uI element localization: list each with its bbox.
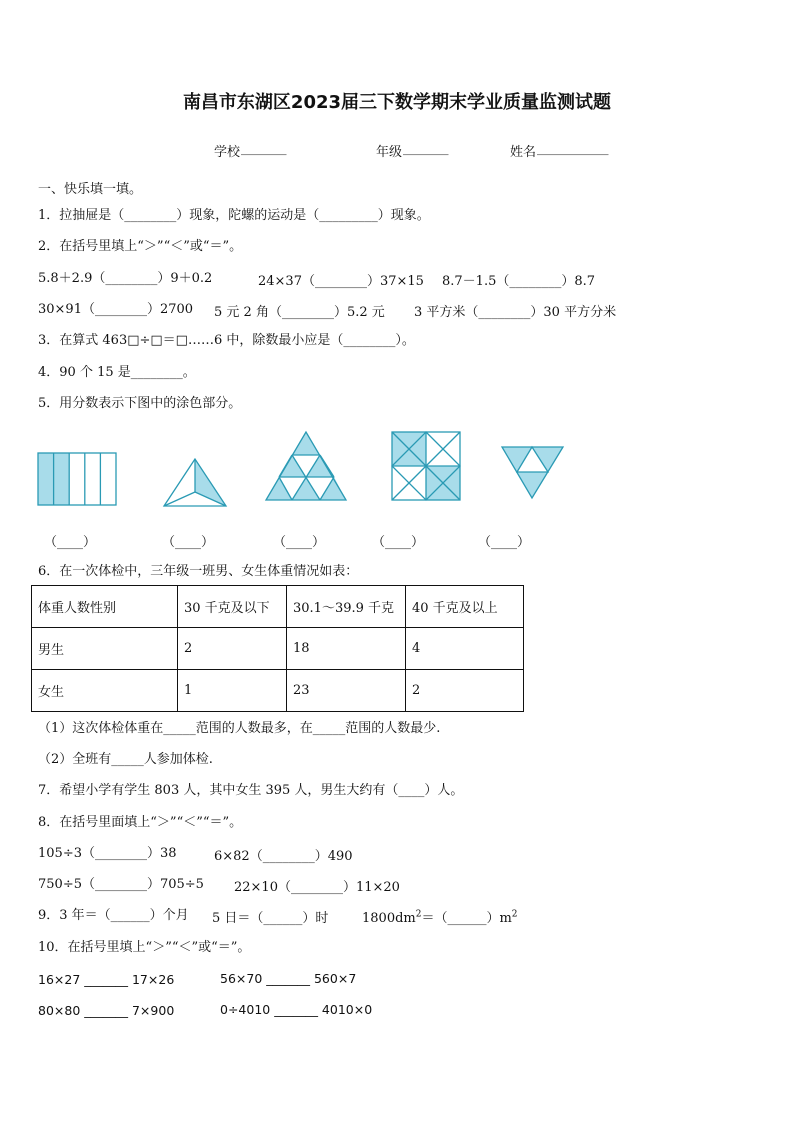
question-2: 2．在括号里填上“＞”“＜”或“＝”。 <box>38 239 243 254</box>
table-header-cell: 40 千克及以上 <box>406 586 524 628</box>
table-header-cell: 30 千克及以下 <box>178 586 287 628</box>
question-6-part-1: （1）这次体检体重在_____范围的人数最多，在_____范围的人数最少. <box>38 721 441 736</box>
question-1: 1．拉抽屉是（________）现象，陀螺的运动是（_________）现象。 <box>38 208 430 223</box>
q9-item-2: 5 日＝（______）时 <box>212 911 329 926</box>
school-label: 学校 <box>214 145 241 160</box>
question-7: 7．希望小学有学生 803 人，其中女生 395 人，男生大约有（____）人。 <box>38 783 464 798</box>
question-6-part-2: （2）全班有_____人参加体检. <box>38 752 213 767</box>
q8-item-4: 22×10（________）11×20 <box>234 880 400 895</box>
q8-item-3: 750÷5（________）705÷5 <box>38 877 204 892</box>
q8-item-2: 6×82（________）490 <box>214 849 353 864</box>
question-10: 10．在括号里填上“＞”“＜”或“＝”。 <box>38 940 251 955</box>
page-title: 南昌市东湖区2023届三下数学期末学业质量监测试题 <box>182 92 612 113</box>
question-3: 3．在算式 463□÷□＝□……6 中，除数最小应是（________）。 <box>38 333 415 348</box>
q9-c-sup2: 2 <box>511 909 518 920</box>
table-header-cell: 30.1～39.9 千克 <box>287 586 406 628</box>
fraction-figures <box>30 430 590 520</box>
figure-square-diamond <box>392 432 460 500</box>
q5-blank-4[interactable]: （____） <box>372 535 425 550</box>
q10-item-2: 56×70 _______ 560×7 <box>220 971 357 986</box>
q8-item-1: 105÷3（________）38 <box>38 846 177 861</box>
figure-inverted-triangle <box>502 447 563 498</box>
school-blank[interactable]: _______ <box>241 141 287 156</box>
name-label: 姓名 <box>510 145 537 160</box>
table-row <box>32 670 524 712</box>
question-5: 5．用分数表示下图中的涂色部分。 <box>38 396 242 411</box>
q9-c-pre: 1800dm <box>362 911 416 926</box>
q5-blank-2[interactable]: （____） <box>162 535 215 550</box>
q9-c-sup: 2 <box>415 909 422 920</box>
grade-blank[interactable]: _______ <box>403 141 449 156</box>
figure-rectangle-strips <box>38 453 116 505</box>
table-header-cell: 体重人数性别 <box>32 586 178 628</box>
q10-item-1: 16×27 _______ 17×26 <box>38 972 175 987</box>
table-cell: 18 <box>287 628 406 670</box>
q2-item-2: 24×37（________）37×15 <box>258 274 424 289</box>
figure-triangle-center <box>164 459 226 506</box>
q2-item-5: 5 元 2 角（________）5.2 元 <box>214 305 385 320</box>
table-cell: 男生 <box>32 628 178 670</box>
table-header-row <box>32 586 524 628</box>
q5-blank-3[interactable]: （____） <box>273 535 326 550</box>
question-6: 6．在一次体检中，三年级一班男、女生体重情况如表： <box>38 564 359 579</box>
q10-item-3: 80×80 _______ 7×900 <box>38 1003 175 1018</box>
section-heading: 一、快乐填一填。 <box>38 182 143 197</box>
question-8: 8．在括号里面填上“＞”“＜”“＝”。 <box>38 815 243 830</box>
q9-item-3 <box>362 907 518 926</box>
q9-item-1: 9．3 年＝（______）个月 <box>38 908 189 923</box>
name-blank[interactable]: ___________ <box>537 141 609 156</box>
q9-c-mid: ＝（______）m <box>421 911 512 926</box>
weight-table <box>31 585 524 712</box>
q10-item-4: 0÷4010 _______ 4010×0 <box>220 1002 373 1017</box>
question-4: 4．90 个 15 是________。 <box>38 365 196 380</box>
table-cell: 2 <box>178 628 287 670</box>
q2-item-3: 8.7－1.5（________）8.7 <box>442 274 596 289</box>
q5-blank-1[interactable]: （____） <box>44 535 97 550</box>
table-cell: 女生 <box>32 670 178 712</box>
table-cell: 1 <box>178 670 287 712</box>
q2-item-1: 5.8＋2.9（________）9＋0.2 <box>38 271 213 286</box>
table-row <box>32 628 524 670</box>
grade-label: 年级 <box>376 145 403 160</box>
table-cell: 23 <box>287 670 406 712</box>
q2-item-4: 30×91（________）2700 <box>38 302 194 317</box>
table-cell: 2 <box>406 670 524 712</box>
q5-blank-5[interactable]: （____） <box>478 535 531 550</box>
table-cell: 4 <box>406 628 524 670</box>
figure-triangle-grid-lines <box>266 432 346 500</box>
q2-item-6: 3 平方米（________）30 平方分米 <box>414 305 617 320</box>
